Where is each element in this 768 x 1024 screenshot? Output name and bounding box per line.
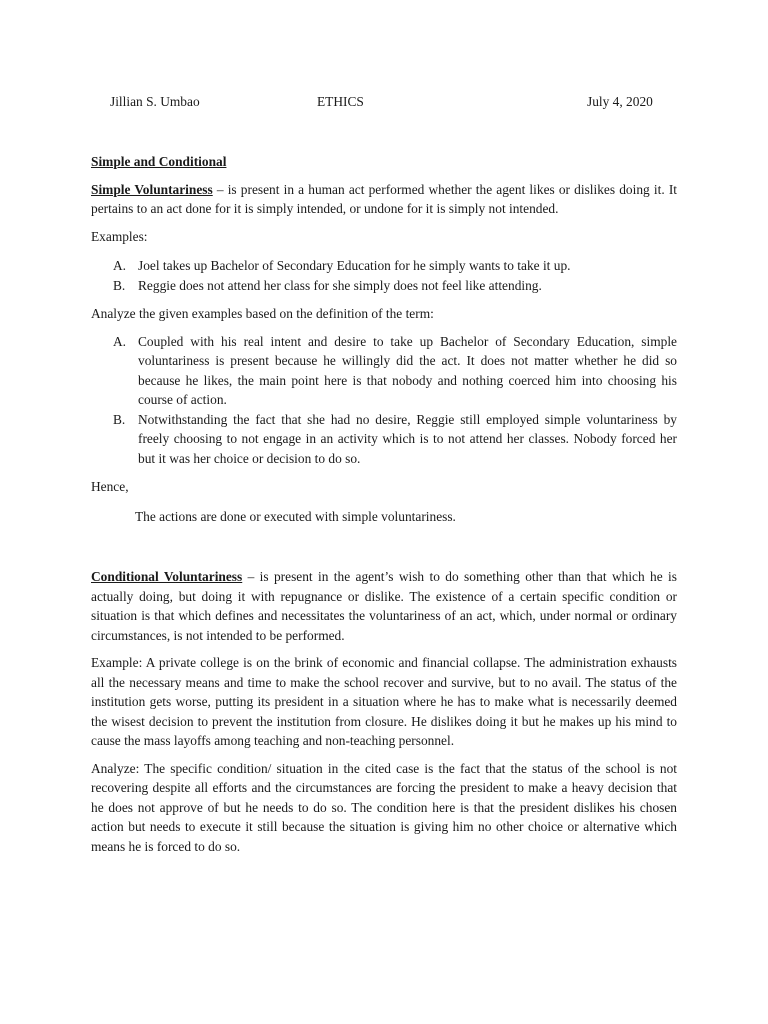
examples-list	[91, 256, 677, 295]
document-header	[0, 94, 768, 114]
list-item	[91, 410, 677, 469]
list-marker: A.	[113, 258, 127, 273]
list-item-text: Reggie does not attend her class for she simply does not feel like attending.	[138, 277, 542, 293]
conditional-definition-text: – is present in the agent’s wish to do something other than that which he is actually doing, but doing it with repugnance or dislike. The existence of a certain specific condition or situation is that which defines and necessitates the voluntariness of an act, which, under normal or ordinary circumstances, is not intended to be performed.	[91, 569, 677, 643]
list-item-text: Joel takes up Bachelor of Secondary Education for he simply wants to take it up.	[138, 258, 571, 273]
analyze-label: Analyze the given examples based on the definition of the term:	[91, 306, 434, 321]
list-item-text: Notwithstanding the fact that she had no desire, Reggie still employed simple voluntariness by freely choosing to not engage in an activity which is to not attend her classes. Nobody forced her but it was her choice or decision to do so.	[138, 411, 677, 466]
conditional-example-paragraph: Example: A private college is on the brink of economic and financial collapse. The administration exhausts all the necessary means and time to make the school recover and survive, but to no avail. The status of the institution gets worse, putting its president in a situation where he has to make what is necessarily deemed the wisest decision to prevent the institution from closure. He dislikes doing it but he makes up his mind to cause the mass layoffs among teaching and non-teaching personnel.	[91, 655, 677, 748]
simple-definition-text: – is present in a human act performed whether the agent likes or dislikes doing it. It pertains to an act done for it is simply intended, or undone for it is simply not intended.	[91, 181, 677, 216]
analysis-list	[91, 332, 677, 469]
examples-label: Examples:	[91, 228, 148, 244]
section-spacer	[91, 526, 677, 567]
simple-term: Simple Voluntariness	[91, 181, 213, 197]
document-body	[91, 152, 677, 856]
section-title: Simple and Conditional	[91, 154, 227, 169]
list-item	[91, 332, 677, 410]
conditional-definition-paragraph	[91, 567, 677, 645]
simple-definition-paragraph	[91, 180, 677, 219]
list-marker: B.	[113, 277, 126, 293]
hence-label: Hence,	[91, 479, 129, 494]
author-name: Jillian S. Umbao	[110, 94, 200, 109]
subject-title: ETHICS	[317, 94, 364, 109]
list-marker: A.	[113, 333, 127, 349]
list-marker: B.	[113, 411, 126, 427]
simple-conclusion: The actions are done or executed with simple voluntariness.	[135, 508, 456, 524]
document-date: July 4, 2020	[587, 94, 653, 109]
list-item-text: Coupled with his real intent and desire to take up Bachelor of Secondary Education, simple voluntariness is present because he willingly did the act. It does not matter whether he did so because he likes, the main point here is that nobody and nothing coerced him into choosing his course of action.	[138, 333, 677, 407]
list-item	[91, 276, 677, 296]
conditional-analysis-paragraph: Analyze: The specific condition/ situation in the cited case is the fact that the status of the school is not recovering despite all efforts and the circumstances are forcing the president to make a heavy decision that he does not approve of but he needs to do so. The condition here is that the president dislikes his chosen action but needs to execute it still because the situation is giving him no other choice or alternative which means he is forced to do so.	[91, 760, 677, 854]
conditional-term: Conditional Voluntariness	[91, 569, 243, 584]
list-item	[91, 256, 677, 276]
